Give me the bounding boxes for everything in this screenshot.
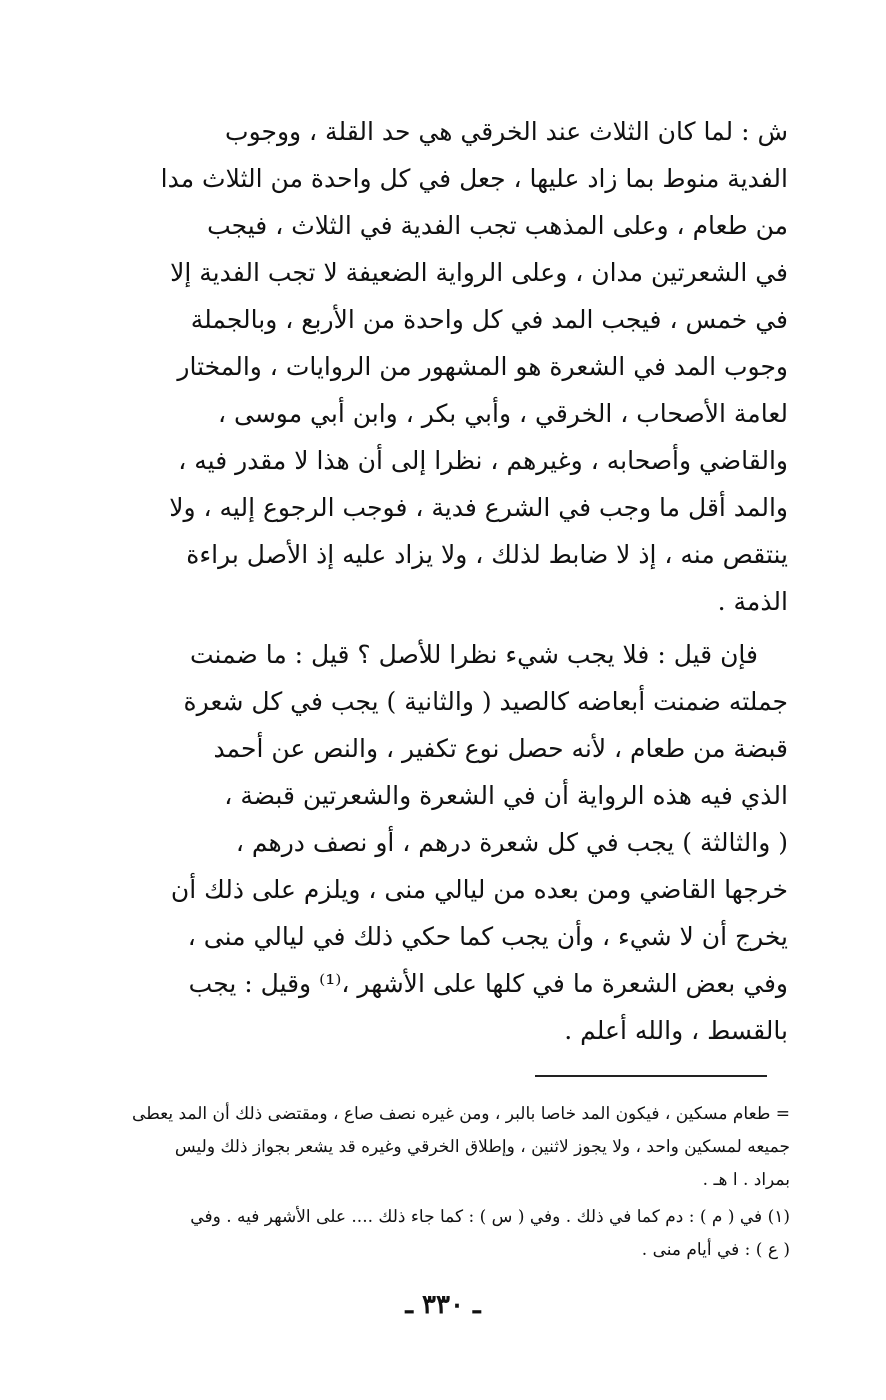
text-line: ( والثالثة ) يجب في كل شعرة درهم ، أو نصف درهم ، bbox=[235, 828, 788, 857]
text-line: من طعام ، وعلى المذهب تجب الفدية في الثلاث ، فيجب bbox=[207, 211, 788, 240]
text-line: وجوب المد في الشعرة هو المشهور من الروايات ، والمختار bbox=[177, 352, 788, 381]
text-line: ش : لما كان الثلاث عند الخرقي هي حد القلة ، ووجوب bbox=[225, 117, 788, 146]
text-line: وفي بعض الشعرة ما في كلها على الأشهر ،⁽¹⁾ وقيل : يجب bbox=[188, 969, 788, 998]
footnotes bbox=[88, 1098, 790, 1267]
footnote-line: جميعه لمسكين واحد ، ولا يجوز لاثنين ، وإطلاق الخرقي وغيره قد يشعر بجواز ذلك وليس bbox=[174, 1137, 790, 1157]
text-line: في الشعرتين مدان ، وعلى الرواية الضعيفة لا تجب الفدية إلا bbox=[170, 258, 788, 287]
paragraph-2 bbox=[88, 631, 788, 1054]
paragraph-1 bbox=[88, 108, 788, 625]
footnote-continuation bbox=[88, 1098, 790, 1197]
text-line: في خمس ، فيجب المد في كل واحدة من الأربع ، وبالجملة bbox=[190, 305, 788, 334]
footnote-line: ( ع ) : في أيام منى . bbox=[641, 1240, 790, 1260]
text-line: لعامة الأصحاب ، الخرقي ، وأبي بكر ، وابن أبي موسى ، bbox=[218, 399, 788, 428]
text-line: الذي فيه هذه الرواية أن في الشعرة والشعرتين قبضة ، bbox=[224, 781, 788, 810]
page-number: ـ ٣٣٠ ـ bbox=[405, 1290, 481, 1320]
footnote-line: بمراد . ا هـ . bbox=[702, 1170, 790, 1190]
text-line: يخرج أن لا شيء ، وأن يجب كما حكي ذلك في ليالي منى ، bbox=[187, 922, 788, 951]
text-line: والمد أقل ما وجب في الشرع فدية ، فوجب الرجوع إليه ، ولا bbox=[169, 493, 788, 522]
text-line: الذمة . bbox=[717, 587, 788, 616]
main-text bbox=[88, 108, 788, 1054]
text-line: الفدية منوط بما زاد عليها ، جعل في كل واحدة من الثلاث مدا bbox=[160, 164, 788, 193]
text-line: خرجها القاضي ومن بعده من ليالي منى ، ويلزم على ذلك أن bbox=[170, 875, 788, 904]
text-line: والقاضي وأصحابه ، وغيرهم ، نظرا إلى أن هذا لا مقدر فيه ، bbox=[178, 446, 788, 475]
text-line: ينتقص منه ، إذ لا ضابط لذلك ، ولا يزاد عليه إذ الأصل براءة bbox=[186, 540, 788, 569]
text-line: قبضة من طعام ، لأنه حصل نوع تكفير ، والنص عن أحمد bbox=[213, 734, 788, 763]
footnote-line: = طعام مسكين ، فيكون المد خاصا بالبر ، ومن غيره نصف صاع ، ومقتضى ذلك أن المد يعطى bbox=[132, 1104, 790, 1124]
footnote-line: (١) في ( م ) : دم كما في ذلك . وفي ( س ) : كما جاء ذلك .... على الأشهر فيه . وفي bbox=[190, 1207, 790, 1227]
footnote-separator bbox=[535, 1075, 767, 1077]
text-line: بالقسط ، والله أعلم . bbox=[564, 1016, 788, 1045]
text-line: جملته ضمنت أبعاضه كالصيد ( والثانية ) يجب في كل شعرة bbox=[183, 687, 788, 716]
text-line: فإن قيل : فلا يجب شيء نظرا للأصل ؟ قيل : ما ضمنت bbox=[190, 640, 758, 669]
footnote-1 bbox=[88, 1201, 790, 1267]
